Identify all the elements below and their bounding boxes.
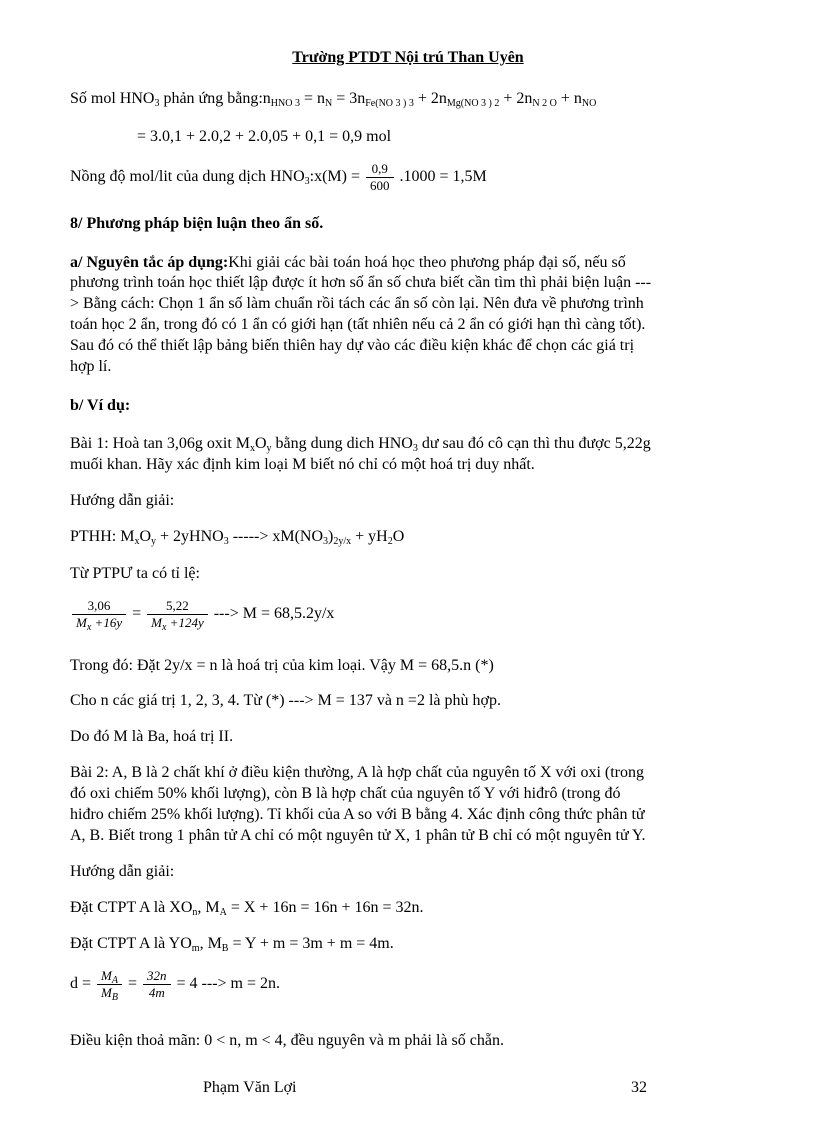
page-header: Trường PTDT Nội trú Than Uyên bbox=[292, 49, 524, 66]
ratio-intro: Từ PTPƯ ta có tỉ lệ: bbox=[70, 565, 200, 582]
section-8-heading: 8/ Phương pháp biện luận theo ẩn số. bbox=[70, 215, 324, 232]
para-a-line-2: phương trình toán học thiết lập được ít hơn số ẩn số chưa biết cần tìm thì phải biện luận --- bbox=[70, 274, 652, 291]
bai1-ket-luan: Do đó M là Ba, hoá trị II. bbox=[70, 728, 234, 745]
bai1-line-1: Bài 1: Hoà tan 3,06g oxit $M_xO_y$ bằng dung dich $HNO_3$ dư sau đó cô cạn thì thu được 5,22g bbox=[70, 435, 651, 454]
concentration-line: Nồng độ mol/lit của dung dịch $HNO_3:x(M)$ = $\frac{0,9}{600}$ .1000 = 1,5M bbox=[70, 161, 487, 193]
para-a-line-1: a/ Nguyên tắc áp dụng:Khi giải các bài toán hoá học theo phương pháp đại số, nếu số bbox=[70, 254, 626, 271]
mol-line: Số mol $HNO_3$ phản ứng $bằng:n_{HNO 3} = n_N = 3n_{Fe(NO 3 ) 3} + 2n_{Mg(NO 3 ) 2} + 2n_{N 2 O} + n_{NO}$ bbox=[70, 90, 597, 109]
bai1-trong-do: Trong đó: Đặt 2y/x = n là hoá trị của kim loại. Vậy M = 68,5.n (*) bbox=[70, 657, 494, 674]
para-a-line-5: Sau đó có thể thiết lập bảng biến thiên hay dự vào các điều kiện khác để chọn các giá trị bbox=[70, 337, 635, 354]
bai2-line-4: A, B. Biết trong 1 phân tử A chỉ có một nguyên tử X, 1 phân tử B chỉ có một nguyên tử Y. bbox=[70, 827, 646, 844]
d-fraction-1: $\frac{M_A}{M_B}$ bbox=[97, 968, 122, 1001]
footer-author: Phạm Văn Lợi bbox=[203, 1079, 297, 1096]
bai2-guide: Hướng dẫn giải: bbox=[70, 863, 175, 880]
bai2-ctpt-b: Đặt CTPT A là $YO_m$, $M_B = Y + m = 3m + m = 4m$. bbox=[70, 935, 394, 954]
bai2-d-equation: d = $\frac{M_A}{M_B}$ = $\frac{32n}{4m}$ = 4 ---> m = 2n. bbox=[70, 968, 281, 1003]
bai2-line-2: đó oxi chiếm 50% khối lượng), còn B là hợp chất của nguyên tố Y với hiđrô (trong đó bbox=[70, 785, 621, 802]
bai1-guide: Hướng dẫn giải: bbox=[70, 492, 175, 509]
page-number: 32 bbox=[631, 1079, 647, 1096]
bai2-line-1: Bài 2: A, B là 2 chất khí ở điều kiện thường, A là hợp chất của nguyên tố X với oxi (trong bbox=[70, 764, 644, 781]
d-fraction-2: $\frac{32n}{4m}$ bbox=[143, 968, 171, 1001]
bai2-line-3: hiđro chiếm 25% khối lượng). Tỉ khối của A so với B bằng 4. Xác định công thức phân tử bbox=[70, 806, 645, 823]
bai2-condition: Điều kiện thoả mãn: 0 < n, m < 4, đều nguyên và m phải là số chẵn. bbox=[70, 1032, 504, 1049]
ratio-fraction-2: $\frac{5,22}{M_x +124y}$ bbox=[147, 598, 208, 631]
para-a-line-6: hợp lí. bbox=[70, 358, 112, 375]
calc-line: = 3.0,1 + 2.0,2 + 2.0,05 + 0,1 = 0,9 mol bbox=[137, 128, 392, 145]
para-a-line-4: toán học 2 ẩn, trong đó có 1 ẩn có giới hạn (tất nhiên nếu cả 2 ẩn có giới hạn thì càng tốt). bbox=[70, 316, 646, 333]
conc-fraction: $\frac{0,9}{600}$ bbox=[366, 161, 394, 194]
ratio-fraction-1: $\frac{3,06}{M_x +16y}$ bbox=[72, 598, 126, 631]
para-a-line-3: > Bằng cách: Chọn 1 ẩn số làm chuẩn rồi tách các ẩn số còn lại. Nên đưa về phương trình bbox=[70, 295, 644, 312]
bai2-ctpt-a: Đặt CTPT A là $XO_n$, $M_A = X + 16n = 16n + 16n = 32n$. bbox=[70, 899, 424, 918]
bai1-cho-n: Cho n các giá trị 1, 2, 3, 4. Từ (*) ---> M = 137 và n =2 là phù hợp. bbox=[70, 692, 501, 709]
ratio-equation: $\frac{3,06}{M_x +16y}$ = $\frac{5,22}{M_x +124y}$ ---> M = 68,5.2y/x bbox=[70, 598, 334, 631]
section-b-heading: b/ Ví dụ: bbox=[70, 397, 131, 414]
bai1-line-2: muối khan. Hãy xác định kim loại M biết nó chỉ có một hoá trị duy nhất. bbox=[70, 456, 535, 473]
pthh-equation: PTHH: $M_xO_y$ + 2yHNO$_3$ -----> $xM(NO_3)_{2y/x} + yH_2O$ bbox=[70, 528, 405, 547]
